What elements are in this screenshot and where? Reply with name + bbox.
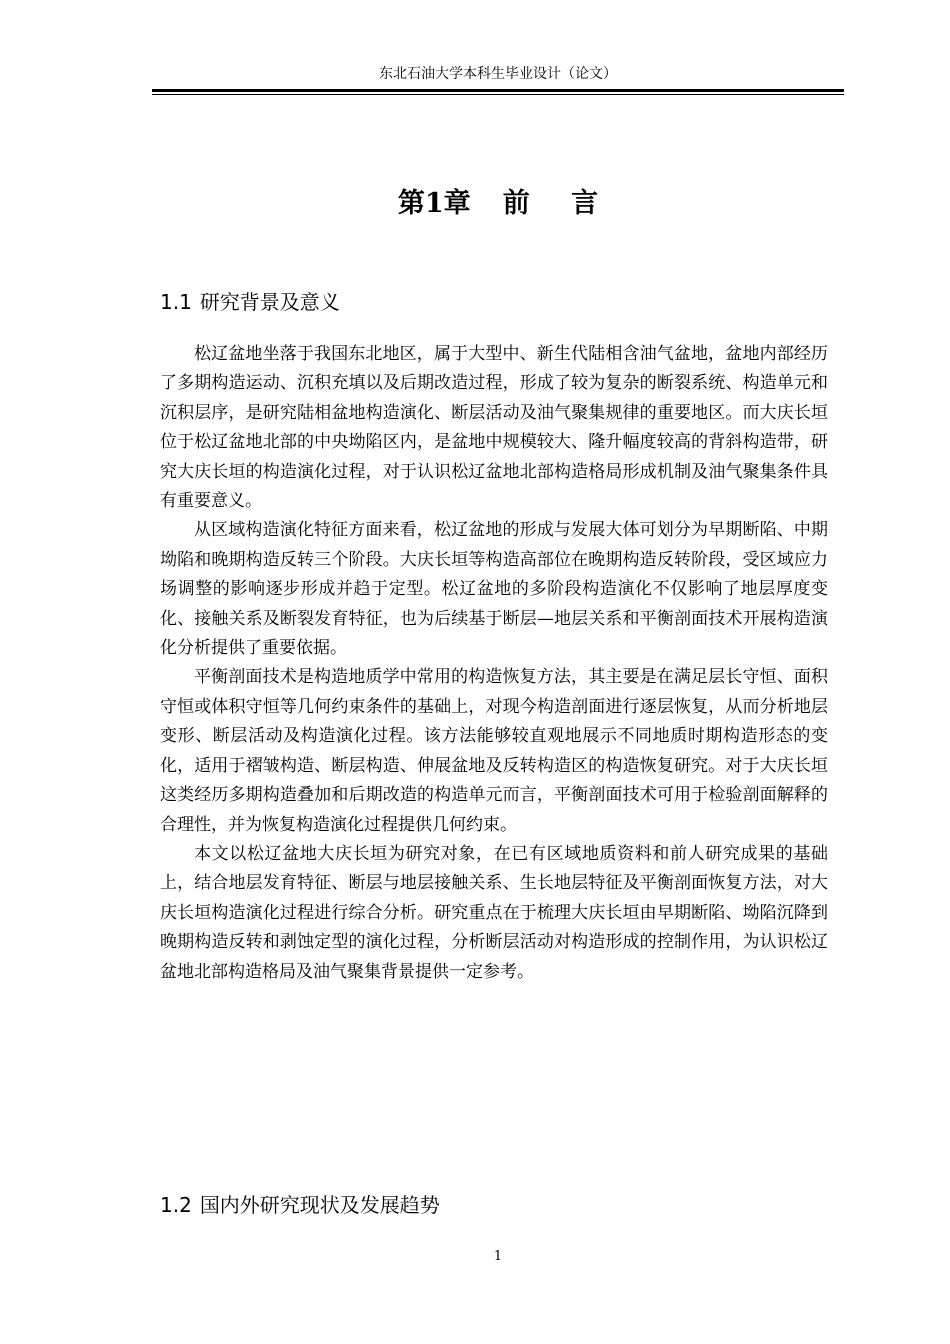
paragraph: 本文以松辽盆地大庆长垣为研究对象，在已有区域地质资料和前人研究成果的基础上，结合地层发育特征、断层与地层接触关系、生长地层特征及平衡剖面恢复方法，对大庆长垣构造演化过程进行综合分析。研究重点在于梳理大庆长垣由早期断陷、坳陷沉降到晚期构造反转和剥蚀定型的演化过程，分析断层活动对构造形成的控制作用，为认识松辽盆地北部构造格局及油气聚集背景提供一定参考。 — [160, 843, 828, 982]
section-number: 1.1 — [160, 290, 192, 314]
chapter-name: 前 言 — [502, 188, 615, 219]
section-heading-1-1 — [160, 287, 340, 317]
header-rule-thick — [152, 89, 844, 92]
header-rule-thin — [152, 94, 844, 95]
chapter-title — [152, 184, 844, 224]
chapter-number: 第1章 — [397, 188, 471, 219]
paragraph: 松辽盆地坐落于我国东北地区，属于大型中、新生代陆相含油气盆地，盆地内部经历了多期构造运动、沉积充填以及后期改造过程，形成了较为复杂的断裂系统、构造单元和沉积层序，是研究陆相盆地构造演化、断层活动及油气聚集规律的重要地区。而大庆长垣位于松辽盆地北部的中央坳陷区内，是盆地中规模较大、隆升幅度较高的背斜构造带，研究大庆长垣的构造演化过程，对于认识松辽盆地北部构造格局形成机制及油气聚集条件具有重要意义。 — [160, 344, 828, 512]
running-header: 东北石油大学本科生毕业设计（论文） — [379, 66, 617, 82]
paragraph: 从区域构造演化特征方面来看，松辽盆地的形成与发展大体可划分为早期断陷、中期坳陷和晚期构造反转三个阶段。大庆长垣等构造高部位在晚期构造反转阶段，受区域应力场调整的影响逐步形成并趋于定型。松辽盆地的多阶段构造演化不仅影响了地层厚度变化、接触关系及断裂发育特征，也为后续基于断层—地层关系和平衡剖面技术开展构造演化分析提供了重要依据。 — [160, 520, 828, 659]
section-heading-1-2 — [160, 1190, 440, 1220]
paragraph: 平衡剖面技术是构造地质学中常用的构造恢复方法，其主要是在满足层长守恒、面积守恒或体积守恒等几何约束条件的基础上，对现今构造剖面进行逐层恢复，从而分析地层变形、断层活动及构造演化过程。该方法能够较直观地展示不同地质时期构造形态的变化，适用于褶皱构造、断层构造、伸展盆地及反转构造区的构造恢复研究。对于大庆长垣这类经历多期构造叠加和后期改造的构造单元而言，平衡剖面技术可用于检验剖面解释的合理性，并为恢复构造演化过程提供几何约束。 — [160, 667, 828, 835]
section-title: 国内外研究现状及发展趋势 — [199, 1193, 440, 1217]
section-title: 研究背景及意义 — [199, 290, 340, 314]
section-body — [160, 340, 828, 987]
section-number: 1.2 — [160, 1193, 192, 1217]
page-number: 1 — [493, 1249, 503, 1264]
